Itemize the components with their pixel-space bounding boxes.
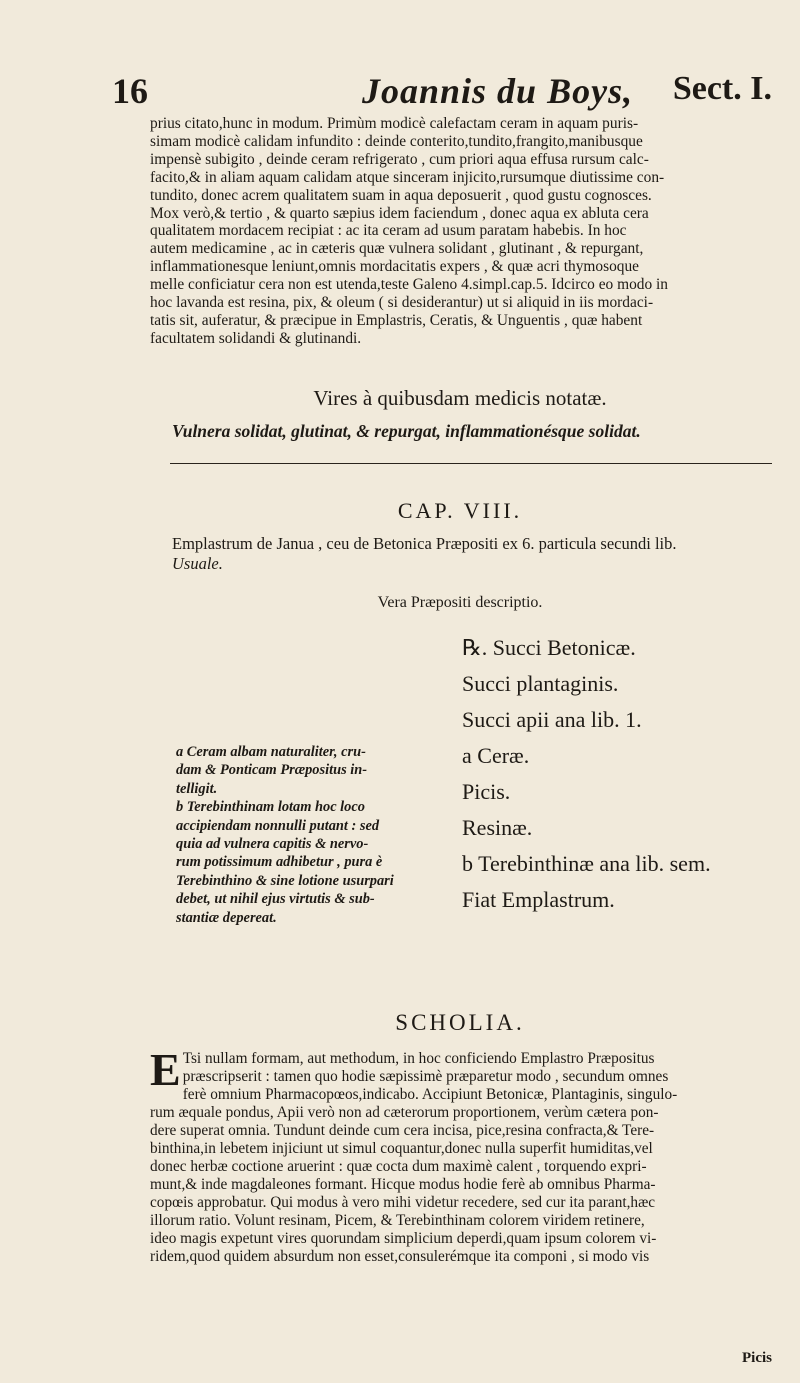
scholia-line: binthina,in lebetem injiciunt ut simul coquantur,donec nulla superfit humiditas,vel [150,1140,653,1157]
vera-heading: Vera Præpositi descriptio. [377,594,543,611]
body-line: Mox verò,& tertio , & quarto sæpius idem faciendum , donec aqua ex abluta cera [150,204,649,222]
scholia-paragraph [150,1044,776,1266]
chapter-heading: CAP. VIII. [397,498,523,523]
running-title: Joannis du Boys, [362,71,634,111]
vires-heading: Vires à quibusdam medicis notatæ. [313,386,607,410]
scholia-line: rum æquale pondus, Apii verò non ad cæterorum proportionem, verùm cætera pon- [150,1104,659,1121]
note-line: Terebinthino & sine lotione usurpari [176,872,394,889]
note-line: b Terebinthinam lotam hoc loco [176,799,365,816]
scholia-line: illorum ratio. Volunt resinam, Picem, & Terebinthinam colorem viridem retinere, [150,1212,645,1229]
recipe-line: Succi plantaginis. [462,671,619,696]
body-line: melle conficiatur cera non est utenda,teste Galeno 4.simpl.cap.5. Idcirco eo modo in [150,276,668,294]
divider-rule [170,463,772,464]
scholia-line: donec herbæ coctione aruerint : quæ cocta dum maximè calent , torquendo expri- [150,1158,647,1175]
recipe-line: b Terebinthinæ ana lib. sem. [462,851,711,876]
recipe-line: Succi apii ana lib. 1. [462,707,642,732]
body-paragraph [150,115,776,348]
scholia-line: dere superat omnia. Tundunt deinde cum cera incisa, pice,resina confracta,& Tere- [150,1122,655,1139]
scholia-line: præscripserit : tamen quo hodie sæpissimè præparetur modo , secundum omnes [182,1068,669,1085]
recipe-list [462,630,792,918]
scholia-line: munt,& inde magdaleones formant. Hicque modus hodie ferè ab omnibus Pharma- [150,1176,656,1193]
recipe-line: Fiat Emplastrum. [462,887,615,912]
recipe-line: Picis. [462,779,511,804]
page-header [112,70,772,120]
intro-line: Usuale. [172,554,223,573]
note-line: stantiæ depereat. [176,909,277,926]
scholia-line: Tsi nullam formam, aut methodum, in hoc conficiendo Emplastro Præpositus [182,1050,655,1067]
body-line: qualitatem mordacem recipiat : ac ita ceram ad usum paratam habebis. In hoc [150,222,627,240]
scholia-line: ferè omnium Pharmacopœos,indicabo. Accipiunt Betonicæ, Plantaginis, singulo- [182,1086,678,1103]
note-line: quia ad vulnera capitis & nervo- [176,836,369,853]
note-line: a Ceram albam naturaliter, cru- [176,744,366,760]
intro-line: Emplastrum de Janua , ceu de Betonica Præpositi ex 6. particula secundi lib. [172,534,677,553]
section-label: Sect. I. [672,70,772,107]
note-line: accipiendam nonnulli putant : sed [176,817,380,834]
note-line: debet, ut nihil ejus virtutis & sub- [176,891,375,908]
body-line: inflammationesque leniunt,omnis mordacitatis expers , & quæ acri thymosoque [150,258,639,276]
marginal-notes [176,743,448,927]
recipe-line: ℞. Succi Betonicæ. [462,635,636,660]
scholia-line: copœis approbatur. Qui modus à vero mihi videtur recedere, sed cur ita parant,hæc [150,1194,656,1211]
body-line: prius citato,hunc in modum. Primùm modicè calefactam ceram in aquam puris- [150,115,639,132]
page-number: 16 [112,71,148,111]
drop-initial: E [150,1044,181,1095]
recipe-line: Resinæ. [462,815,533,840]
scholia-line: ideo magis expetunt vires quorundam simplicium deperdi,quam ipsum colorem vi- [150,1230,657,1247]
chapter-intro [172,534,776,574]
body-line: hoc lavanda est resina, pix, & oleum ( si desiderantur) ut si aliquid in iis mordaci- [150,294,654,312]
note-line: rum potissimum adhibetur , pura è [176,854,383,871]
body-line: facito,& in aliam aquam calidam atque sinceram injicito,rursumque diutissime con- [150,168,665,186]
note-line: dam & Ponticam Præpositus in- [176,762,368,779]
body-line: facultatem solidandi & glutinandi. [150,329,362,347]
body-line: autem medicamine , ac in cæteris quæ vulnera solidant , glutinant , & repurgant, [150,240,644,258]
body-line: impensè subigito , deinde ceram refrigerato , cum priori aqua effusa rursum calc- [150,150,649,168]
body-line: tatis sit, auferatur, & præcipue in Emplastris, Ceratis, & Unguentis , quæ habent [150,311,643,329]
scholia-heading: SCHOLIA. [395,1010,525,1035]
note-line: telligit. [176,780,218,797]
body-line: tundito, donec acrem qualitatem suam in aqua deposuerit , quod gustu cognosces. [150,186,652,204]
recipe-line: a Ceræ. [462,743,530,768]
catchword: Picis [742,1350,772,1366]
body-line: simam modicè calidam infundito : deinde conterito,tundito,frangito,manibusque [150,132,643,150]
vires-text: Vulnera solidat, glutinat, & repurgat, inflammationésque solidat. [172,421,641,441]
scholia-line: ridem,quod quidem absurdum non esset,consulerémque ita componi , si modo vis [150,1248,650,1265]
